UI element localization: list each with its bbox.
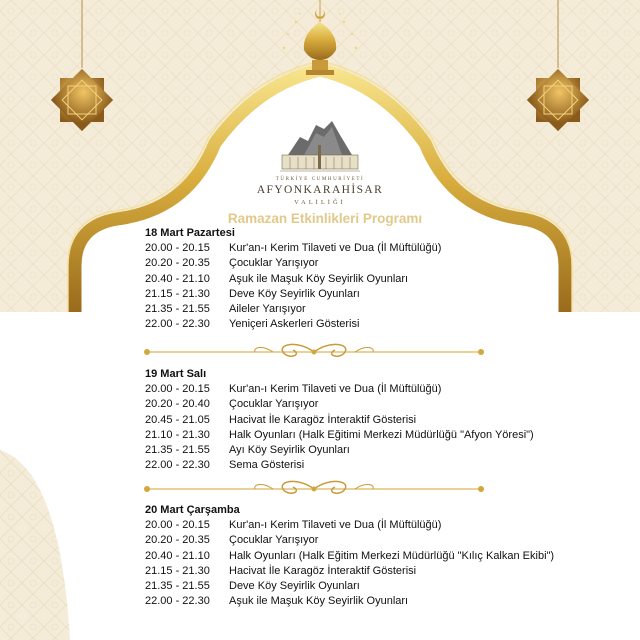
event-row [145,518,554,533]
day-section [145,502,554,610]
event-name: Halk Oyunları (Halk Eğitimi Merkezi Müdürlüğü "Afyon Yöresi") [229,428,534,441]
event-name: Aşuk ile Maşuk Köy Seyirlik Oyunları [229,272,409,285]
event-name: Çocuklar Yarışıyor [229,257,319,270]
event-row [145,428,534,443]
event-time: 20.20 - 20.40 [145,398,210,411]
ornament-divider [143,478,485,500]
day-title: 18 Mart Pazartesi [145,227,235,239]
day-section [145,366,534,474]
program-title: Ramazan Etkinlikleri Programı [227,211,423,226]
day-title: 19 Mart Salı [145,368,207,380]
event-name: Halk Oyunları (Halk Eğitim Merkezi Müdürlüğü "Kılıç Kalkan Ekibi") [229,549,555,562]
logo-top-text: TÜRKİYE CUMHURİYETİ [275,177,365,182]
event-name: Deve Köy Seyirlik Oyunları [229,580,360,593]
event-row [145,564,554,579]
event-time: 20.00 - 20.15 [145,519,210,531]
event-time: 22.00 - 22.30 [145,595,210,608]
event-name: Kur'an-ı Kerim Tilaveti ve Dua (İl Müftülüğü) [229,242,442,254]
event-time: 21.15 - 21.30 [145,287,210,300]
event-time: 21.15 - 21.30 [145,564,210,577]
event-time: 22.00 - 22.30 [145,459,210,472]
event-row [145,594,554,609]
event-time: 22.00 - 22.30 [145,318,210,331]
event-row [145,287,441,302]
ornament-divider [143,341,485,363]
event-row [145,443,534,458]
day-section [145,225,441,333]
event-row [145,272,441,287]
event-name: Çocuklar Yarışıyor [229,534,319,547]
event-row [145,256,441,271]
event-time: 20.40 - 21.10 [145,549,210,562]
event-name: Hacivat İle Karagöz İnteraktif Gösterisi [229,413,417,426]
event-time: 21.10 - 21.30 [145,428,210,441]
event-name: Ayı Köy Seyirlik Oyunları [229,444,350,457]
event-name: Aşuk ile Maşuk Köy Seyirlik Oyunları [229,595,409,608]
event-row [145,382,534,397]
day-title: 20 Mart Çarşamba [145,504,240,516]
event-name: Hacivat İle Karagöz İnteraktif Gösterisi [229,564,417,577]
event-row [145,241,441,256]
event-row [145,549,554,564]
event-time: 21.35 - 21.55 [145,303,210,316]
event-name: Deve Köy Seyirlik Oyunları [229,287,360,300]
event-time: 20.20 - 20.35 [145,534,210,547]
event-time: 21.35 - 21.55 [145,444,210,457]
event-row [145,302,441,317]
event-name: Yeniçeri Askerleri Gösterisi [229,318,360,331]
logo-main-text: AFYONKARAHİSAR [256,184,384,196]
castle-rock-icon [280,115,360,175]
event-time: 20.00 - 20.15 [145,383,210,395]
event-name: Kur'an-ı Kerim Tilaveti ve Dua (İl Müftülüğü) [229,519,442,531]
event-name: Aileler Yarışıyor [229,303,306,316]
event-row [145,413,534,428]
event-time: 20.00 - 20.15 [145,242,210,254]
event-time: 21.35 - 21.55 [145,580,210,593]
event-row [145,458,534,473]
event-time: 20.40 - 21.10 [145,272,210,285]
event-time: 20.20 - 20.35 [145,257,210,270]
logo-sub-text: VALİLİĞİ [294,199,346,206]
event-row [145,533,554,548]
event-name: Kur'an-ı Kerim Tilaveti ve Dua (İl Müftülüğü) [229,383,442,395]
event-row [145,317,441,332]
event-time: 20.45 - 21.05 [145,413,210,426]
governorship-logo [250,115,390,215]
event-name: Çocuklar Yarışıyor [229,398,319,411]
event-name: Sema Gösterisi [229,459,305,472]
event-row [145,397,534,412]
event-row [145,579,554,594]
